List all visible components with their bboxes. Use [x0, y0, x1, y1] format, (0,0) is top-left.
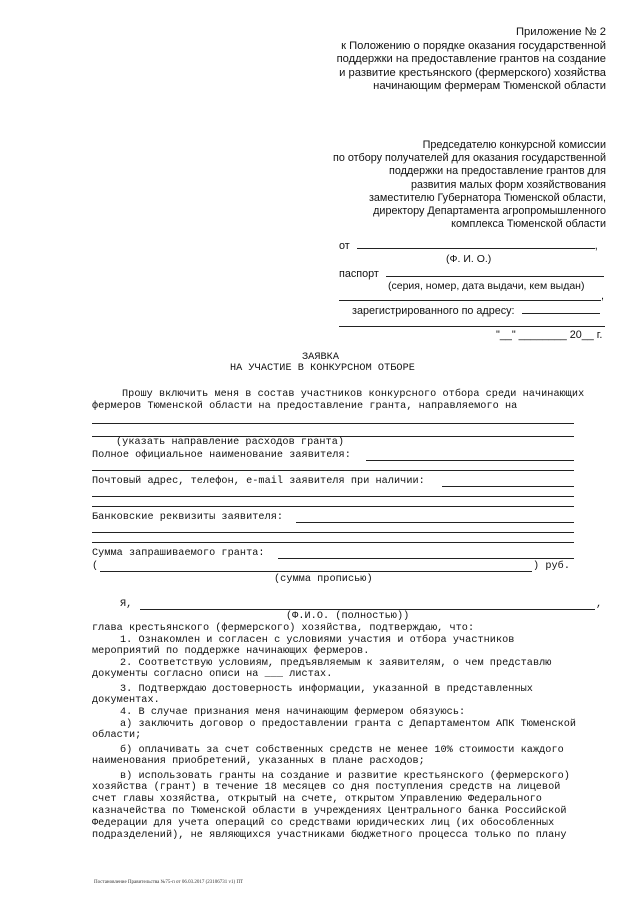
appendix-line: Приложение № 2 — [515, 26, 606, 38]
paren-close: ) руб. — [533, 561, 570, 572]
address-extra-line[interactable] — [339, 326, 605, 327]
fio-full-field[interactable] — [140, 609, 595, 610]
recipient-line: директору Департамента агропромышленного — [373, 205, 606, 218]
postal-field[interactable] — [442, 486, 574, 487]
item1-a: 1. Ознакомлен и согласен с условиями участия и отбора участников — [120, 635, 515, 646]
bank-label: Банковские реквизиты заявителя: — [92, 512, 284, 523]
official-name-field[interactable] — [366, 460, 574, 461]
item2-a: 2. Соответствую условиям, предъявляемым к заявителям, о чем представлю — [120, 658, 552, 669]
official-name-label: Полное официальное наименование заявителя: — [92, 450, 351, 461]
from-row: от , — [339, 240, 598, 252]
intro-line1: Прошу включить меня в состав участников конкурсного отбора среди начинающих — [122, 389, 585, 400]
official-name-line-2[interactable] — [92, 470, 574, 471]
item4-c5: Федерации для учета операций со средствами юридических лиц (их обособленных — [92, 818, 555, 829]
title-line2: НА УЧАСТИЕ В КОНКУРСНОМ ОТБОРЕ — [230, 363, 415, 374]
item4-a1: а) заключить договор о предоставлении гранта с Департаментом АПК Тюменской — [120, 719, 577, 730]
address-field[interactable] — [522, 303, 600, 314]
paragraph-head: глава крестьянского (фермерского) хозяйства, подтверждаю, что: — [92, 623, 475, 634]
date-field[interactable]: "__" ________ 20__ г. — [496, 329, 603, 341]
item3-a: 3. Подтверждаю достоверность информации, указанной в представленных — [120, 684, 533, 695]
appendix-header — [276, 26, 606, 94]
item4-c2: хозяйства (грант) в течение 18 месяцев со дня поступления средств на лицевой — [92, 782, 561, 793]
item2-b: документы согласно описи на ___ листах. — [92, 669, 333, 680]
postal-line-2[interactable] — [92, 496, 574, 497]
item4-c4: казначейства по Тюменской области в учреждениях Центрального банка Российской — [92, 806, 567, 817]
fio-full-hint: (Ф.И.О. (полностью)) — [286, 611, 410, 622]
recipient-line: комплекса Тюменской области — [451, 218, 606, 231]
item4-a2: области; — [92, 730, 142, 741]
direction-line-1[interactable] — [92, 423, 574, 424]
registered-label: зарегистрированного по адресу: — [352, 305, 515, 317]
fio-comma: , — [596, 599, 603, 610]
from-field[interactable] — [357, 238, 595, 249]
recipient-line: заместителю Губернатора Тюменской области, — [368, 191, 606, 204]
passport-field[interactable] — [386, 266, 604, 277]
appendix-line: к Положению о порядке оказания государственной — [341, 39, 606, 52]
item4-c6: подразделений), не являющихся участниками бюджетного процесса только по плану — [92, 830, 567, 841]
appendix-line: начинающим фермерам Тюменской области — [373, 80, 606, 93]
paren-open: ( — [92, 561, 99, 572]
item4-b1: б) оплачивать за счет собственных средств не менее 10% стоимости каждого — [120, 745, 564, 756]
footer-note: Постановление Правительства №75-п от 06.03.2017 (23106731 v1) ПТ — [94, 880, 244, 885]
from-label: от — [339, 240, 350, 252]
passport-extra-line[interactable] — [339, 300, 601, 301]
bank-line-3[interactable] — [92, 542, 574, 543]
recipient-line: по отбору получателей для оказания государственной — [332, 152, 606, 165]
appendix-line: и развитие крестьянского (фермерского) хозяйства — [339, 66, 606, 79]
direction-hint: (указать направление расходов гранта) — [116, 437, 345, 448]
title-line1: ЗАЯВКА — [302, 352, 339, 363]
comma-mark: , — [601, 290, 604, 302]
item1-b: мероприятий по поддержке начинающих фермеров. — [92, 646, 370, 657]
item4-b2: наименования приобретений, указанных в плане расходов; — [92, 756, 425, 767]
sum-label: Сумма запрашиваемого гранта: — [92, 548, 265, 559]
passport-hint: (серия, номер, дата выдачи, кем выдан) — [388, 280, 585, 292]
recipient-line: развития малых форм хозяйствования — [410, 178, 606, 191]
recipient-line: поддержки на предоставление грантов для — [388, 165, 606, 178]
recipient-block — [306, 139, 606, 231]
item4-c1: в) использовать гранты на создание и развитие крестьянского (фермерского) — [120, 771, 570, 782]
recipient-line: Председателю конкурсной комиссии — [422, 139, 606, 151]
postal-label: Почтовый адрес, телефон, e-mail заявителя при наличии: — [92, 476, 425, 487]
ya-label: Я, — [120, 599, 133, 610]
passport-label: паспорт — [339, 268, 379, 280]
sum-words-field[interactable] — [100, 571, 532, 572]
intro-line2: фермеров Тюменской области на предоставление гранта, направляемого на — [92, 401, 518, 412]
item3-b: документах. — [92, 695, 160, 706]
fio-hint: (Ф. И. О.) — [446, 253, 492, 265]
postal-line-3[interactable] — [92, 506, 574, 507]
registered-row — [352, 303, 600, 317]
item4-c3: счет главы хозяйства, открытый на счете, открытом Управлению Федерального — [92, 794, 542, 805]
appendix-line: поддержки на предоставление грантов на создание — [336, 53, 606, 66]
bank-field[interactable] — [296, 522, 574, 523]
sum-hint: (сумма прописью) — [274, 574, 373, 585]
passport-row — [339, 266, 604, 280]
sum-field[interactable] — [278, 558, 574, 559]
item4: 4. В случае признания меня начинающим фермером обязуюсь: — [120, 707, 466, 718]
bank-line-2[interactable] — [92, 532, 574, 533]
